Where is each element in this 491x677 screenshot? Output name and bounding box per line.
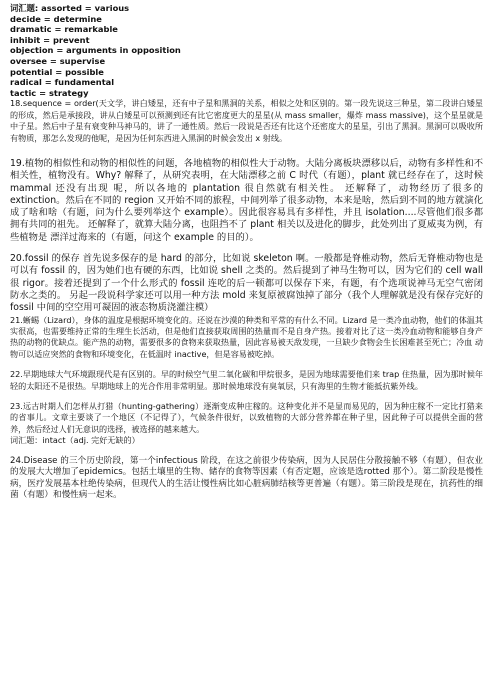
paragraph-21: 21.蜥蜴（Lizard），身体的温度是根据环境变化的。还说在沙漠的种类和平常的有什么不同。Lizard 是一类冷血动物，他们的体温其实很高，也需要维持正常的生理生长活动，但是他们直接获取周围的热量而不是自身产热。接着对比了这一类冷血动物和能够自身产热的动物的优缺点。能产热的动物，需要很多的食物来获取热量，因此容易被天敌发现，一旦缺少食物会生长困难甚至死亡；冷血 动物可以适应突然的食物和环境变化，在低温时 inactive，但是容易被吃掉。 (10, 314, 483, 359)
paragraph-19: 19.植物的相似性和动物的相似性的问题，各地植物的相似性大于动物。大陆分离板块漂移以后，动物有多样性和不相关性，植物没有。Why? 解释了，从研究表明，在大陆漂移之前 C 时代（有题），plant 就已经存在了，这时候 mammal 还没有出现 呢，所以各地的 plantation 很自然就有相关性。 还解释了，动物经历了很多的 extinction。然后在不同的 region 又开始不同的旅程，中间列举了很多动物，本来是啥，然后到不同的地方就演化成了啥和啥（有题，问为什么要列举这个 example）。因此很容易具有多样性，并且 isolation....尽管他们很多都拥有共同的祖先。 还解释了，就算大陆分离，也阻挡不了 plant 相关以及进化的脚步，此处列出了夏威夷为例，有些植物是 漂洋过海来的（有题，问这个 example 的目的）。 (10, 157, 483, 243)
paragraph-18: 18.sequence = order(天文学，讲白矮星，还有中子星和黑洞的关系，相似之处和区别的。第一段先说这三种星，第二段讲白矮星的形成，然后是承接段，讲从白矮星可以预测到还有比它密度更大的星星(从 mass smaller，爆炸 mass massive)，这个星星就是中子星。然后中子星有衰变种马神马的，讲了一通性质。然后一段说是否还有比这个还密度大的星星，引出了黑洞。黑洞可以吸收所有物质，那怎么发现的他呢，是因为任何东西进入黑洞的时候会发出 x 射线。 (10, 98, 483, 143)
vocab-item: tactic = strategy (10, 87, 89, 98)
vocab-item: potential = possible (10, 66, 104, 77)
vocab-item: inhibit = prevent (10, 34, 90, 45)
vocab-list (10, 3, 483, 98)
paragraph-23: 23.远古时期人们怎样从打猎（hunting-gathering）逐渐变成种庄稼的。这种变化并不是显而易见的，因为种庄稼不一定比打猎来的省事儿。文章主要谈了一个地区（不记得了），气候条件很好，以致植物的大部分营养都在种子里，因此种子可以提供全面的营养，然后经过人们无意识的选择，被选择的越来越大。 (10, 400, 483, 434)
vocab-item: oversee = supervise (10, 55, 106, 66)
paragraph-22: 22.早期地球大气环境跟现代是有区别的。早的时候空气里二氧化碳和甲烷很多，是因为地球需要他们来 trap 住热量，因为那时候年轻的太阳还不是很热。早期地球上的光合作用非常明显。那时候地球没有臭氧层，只有海里的生物才能抵抗紫外线。 (10, 369, 483, 391)
vocab-item: dramatic = remarkable (10, 24, 118, 35)
paragraph-23-vocab: 词汇题：intact（adj. 完好无缺的） (10, 435, 140, 446)
vocab-item: decide = determine (10, 13, 102, 24)
paragraph-24: 24.Disease 的三个历史阶段，第一个infectious 阶段，在这之前很少传染病，因为人民居住分散接触不够（有题），但农业的发展大大增加了epidemics。包括土壤里的生物、储存的食物等因素（有否定题，应该是选rotted 那个）。第二阶段是慢性病，医疗发展基本杜绝传染病，但现代人的生活让慢性病比如心脏病肺结核等更普遍（有题）。第三阶段是现在，抗药性的细菌（有题）和慢性病一起来。 (10, 455, 483, 501)
vocab-item: radical = fundamental (10, 77, 115, 88)
vocab-item: 词汇题: assorted = various (10, 3, 130, 13)
paragraph-20: 20.fossil 的保存 首先说多保存的是 hard 的部分，比如说 skeleton 啊。一般都是脊椎动物，然后无脊椎动物也是可以有 fossil 的，因为她们也有硬的东西，比如说 shell 之类的。然后提到了神马生物可以，因为它们的 cell wall 很 rigor。接着还提到了一个什么形式的 fossil 连吃的后一顿都可以保存下来，有题，有个选项说神马无空气密闭 防水之类的。 另起一段说科学家还可以用一种方法 mold 来复原被腐蚀掉了部分（我个人理解就是没有保存完好的 fossil 中间的空空用可凝固的液态物质浇灌注模） (10, 253, 483, 314)
vocab-item: objection = arguments in opposition (10, 45, 181, 56)
